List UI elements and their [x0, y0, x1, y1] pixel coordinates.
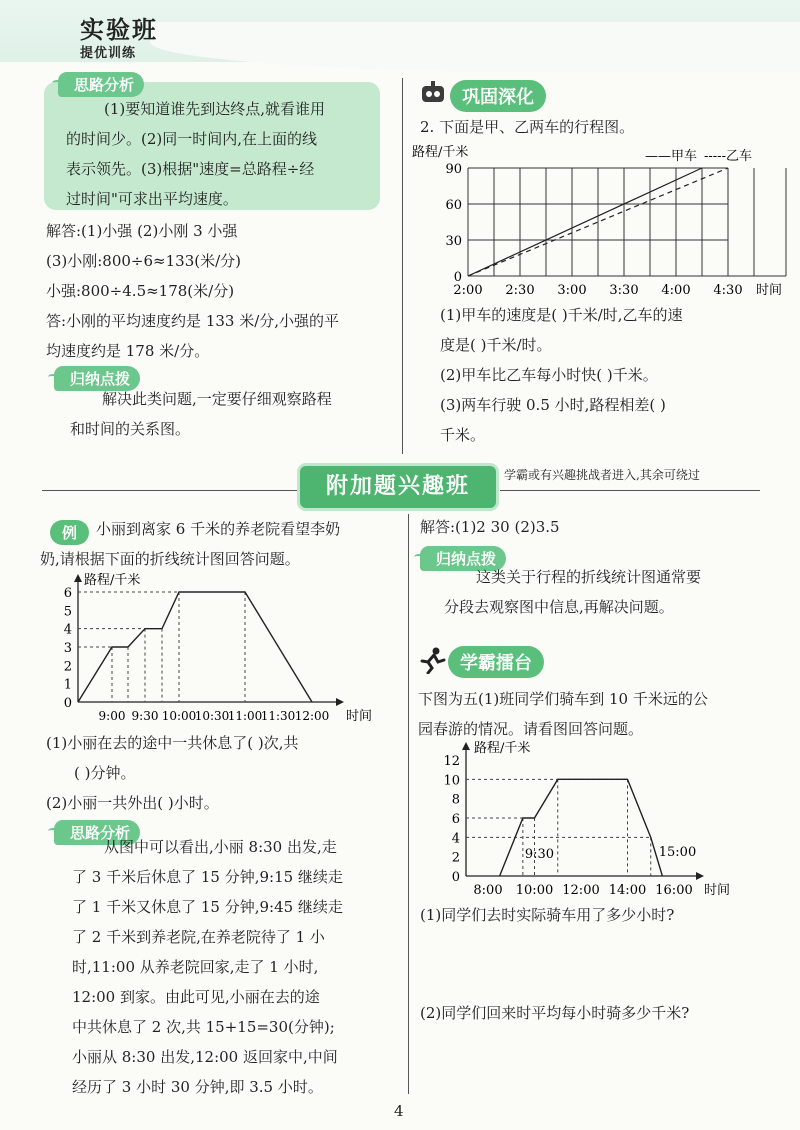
y-tick-label: 4: [63, 622, 72, 638]
x-tick-label: 16:00: [655, 883, 693, 898]
chart-cars: [410, 140, 790, 300]
text-line: 表示领先。(3)根据"速度=总路程÷经: [66, 160, 315, 178]
y-tick-label: 10: [443, 773, 460, 789]
answer-line: 均速度约是 178 米/分。: [46, 342, 210, 360]
annotation-label: 15:00: [658, 845, 697, 860]
text-line: 了 3 千米后休息了 15 分钟,9:15 继续走: [72, 868, 343, 886]
column-divider: [402, 78, 403, 454]
x-tick-label: 14:00: [608, 883, 647, 898]
chart-cars-svg: [410, 140, 790, 300]
chart-walk-svg: [40, 570, 400, 728]
x-tick-label: 3:30: [609, 283, 639, 298]
x-tick-label: 10:00: [515, 883, 554, 898]
x-tick-label: 9:30: [131, 709, 159, 723]
arena-q2: (2)同学们回来时平均每小时骑多少千米?: [420, 1004, 690, 1022]
text-line: 的时间少。(2)同一时间内,在上面的线: [66, 130, 318, 148]
chart-walk: [40, 570, 400, 728]
answer-line: (3)小刚:800÷6≈133(米/分): [46, 252, 242, 270]
y-tick-label: 0: [453, 270, 462, 285]
series-line-甲车: [468, 168, 702, 276]
book-subtitle: 提优训练: [80, 46, 137, 61]
y-tick-label: 0: [451, 870, 460, 885]
analysis-text: [66, 94, 386, 214]
legend-series-b: -----乙车: [704, 149, 752, 164]
question-2: 2. 下面是甲、乙两车的行程图。: [420, 118, 635, 136]
x-tick-label: 12:00: [294, 709, 330, 723]
summary2-text: [444, 562, 784, 622]
chart-bike: [418, 738, 788, 898]
x-axis-arrow: [696, 872, 704, 880]
text-line: 分段去观察图中信息,再解决问题。: [444, 598, 674, 616]
arena-problem: [418, 684, 788, 744]
text-line: 经历了 3 小时 30 分钟,即 3.5 小时。: [72, 1078, 323, 1096]
text-line: 园春游的情况。请看图回答问题。: [418, 720, 644, 738]
x-tick-label: 3:00: [557, 283, 587, 298]
text-line: 中共休息了 2 次,共 15+15=30(分钟);: [72, 1018, 335, 1036]
y-tick-label: 6: [451, 812, 460, 827]
extra-questions-banner: 附加题兴趣班: [300, 466, 496, 508]
y-axis-label: 路程/千米: [474, 741, 531, 756]
y-tick-label: 4: [451, 831, 460, 847]
x-tick-label: 9:00: [98, 709, 126, 723]
y-tick-label: 60: [445, 198, 462, 213]
y-tick-label: 2: [63, 659, 72, 675]
text-line: 解决此类问题,一定要仔细观察路程: [102, 390, 332, 408]
y-tick-label: 2: [451, 850, 460, 866]
text-line: 下图为五(1)班同学们骑车到 10 千米远的公: [418, 690, 708, 708]
y-axis-arrow: [74, 574, 82, 582]
robot-icon: [418, 80, 448, 106]
text-line: (1)要知道谁先到达终点,就看谁用: [104, 100, 326, 118]
question-line: 度是( )千米/时。: [440, 336, 552, 354]
text-line: 和时间的关系图。: [70, 420, 191, 438]
x-tick-label: 4:30: [713, 283, 743, 298]
x-tick-label: 10:00: [161, 709, 197, 723]
column-divider-bottom: [408, 514, 409, 1094]
y-axis-label: 路程/千米: [84, 573, 141, 588]
text-line: 了 2 千米到养老院,在养老院待了 1 小: [72, 928, 325, 946]
walk-questions: [46, 728, 406, 818]
arena-q1: (1)同学们去时实际骑车用了多少小时?: [420, 906, 675, 924]
question-line: (2)小丽一共外出( )小时。: [46, 794, 219, 812]
header-wave: [150, 22, 800, 72]
question-line: (1)小丽在去的途中一共休息了( )次,共: [46, 734, 299, 752]
answer-line: 解答:(1)小强 (2)小刚 3 小强: [46, 222, 238, 240]
x-tick-label: 8:00: [473, 883, 503, 898]
x-axis-label: 时间: [756, 283, 783, 298]
question-line: (2)甲车比乙车每小时快( )千米。: [440, 366, 658, 384]
y-tick-label: 30: [445, 234, 462, 249]
text-line: 小丽到离家 6 千米的养老院看望李奶: [96, 520, 341, 538]
y-tick-label: 5: [63, 604, 72, 620]
question-line: 千米。: [440, 426, 486, 444]
y-tick-label: 0: [63, 696, 72, 711]
banner-rule-left: [42, 490, 300, 491]
x-axis-arrow: [336, 698, 344, 706]
y-tick-label: 6: [63, 586, 72, 601]
question-line: (1)甲车的速度是( )千米/时,乙车的速: [440, 306, 683, 324]
legend-series-a: ——甲车: [645, 149, 698, 164]
text-line: 12:00 到家。由此可见,小丽在去的途: [72, 988, 320, 1006]
text-line: 时,11:00 从养老院回家,走了 1 小时,: [72, 958, 319, 976]
text-line: 这类关于行程的折线统计图通常要: [476, 568, 702, 586]
car-questions: [424, 300, 784, 450]
summary-tag-2: 归纳点拨: [420, 546, 506, 571]
answer-text: [46, 216, 396, 366]
x-tick-label: 2:30: [505, 283, 535, 298]
y-tick-label: 3: [63, 641, 72, 656]
example-text: [40, 514, 400, 574]
page-number: 4: [394, 1102, 404, 1120]
runner-icon: [418, 646, 446, 674]
x-tick-label: 12:00: [562, 883, 600, 898]
series-line-walk: [78, 592, 312, 702]
analysis-tag-2: 思路分析: [54, 820, 140, 845]
y-tick-label: 1: [63, 677, 72, 693]
x-tick-label: 10:30: [194, 709, 230, 723]
text-line: 奶,请根据下面的折线统计图回答问题。: [40, 550, 300, 568]
analysis2-text: [72, 832, 402, 1102]
x-axis-label: 时间: [346, 709, 373, 724]
x-tick-label: 11:00: [227, 709, 263, 723]
y-axis-arrow: [462, 742, 470, 750]
book-title: 实验班: [80, 16, 158, 44]
banner-note: 学霸或有兴趣挑战者进入,其余可绕过: [504, 468, 700, 482]
arena-tag: 学霸擂台: [448, 646, 544, 678]
answer-line: 答:小刚的平均速度约是 133 米/分,小强的平: [46, 312, 340, 330]
answer-line: 小强:800÷4.5≈178(米/分): [46, 282, 235, 300]
y-tick-label: 90: [445, 162, 462, 177]
text-line: 从图中可以看出,小丽 8:30 出发,走: [104, 838, 337, 856]
x-tick-label: 11:30: [260, 709, 296, 723]
question-line: ( )分钟。: [74, 764, 136, 782]
example-answer: 解答:(1)2 30 (2)3.5: [420, 518, 560, 536]
text-line: 了 1 千米又休息了 15 分钟,9:45 继续走: [72, 898, 343, 916]
x-tick-label: 4:00: [661, 283, 691, 298]
x-tick-label: 2:00: [453, 283, 483, 298]
y-tick-label: 12: [443, 754, 460, 769]
section-tag-consolidate: 巩固深化: [450, 80, 546, 112]
x-axis-label: 时间: [704, 883, 731, 898]
y-axis-label: 路程/千米: [412, 145, 469, 160]
y-tick-label: 8: [451, 792, 460, 808]
analysis-tag: 思路分析: [58, 72, 144, 97]
text-line: 过时间"可求出平均速度。: [66, 190, 238, 208]
chart-bike-svg: [418, 738, 788, 898]
banner-rule-right: [500, 490, 760, 491]
summary-text: [70, 384, 390, 444]
text-line: 小丽从 8:30 出发,12:00 返回家中,中间: [72, 1048, 338, 1066]
annotation-label: 9:30: [524, 847, 555, 862]
summary-tag: 归纳点拨: [54, 366, 140, 391]
example-tag: 例: [50, 520, 89, 545]
question-line: (3)两车行驶 0.5 小时,路程相差( ): [440, 396, 666, 414]
